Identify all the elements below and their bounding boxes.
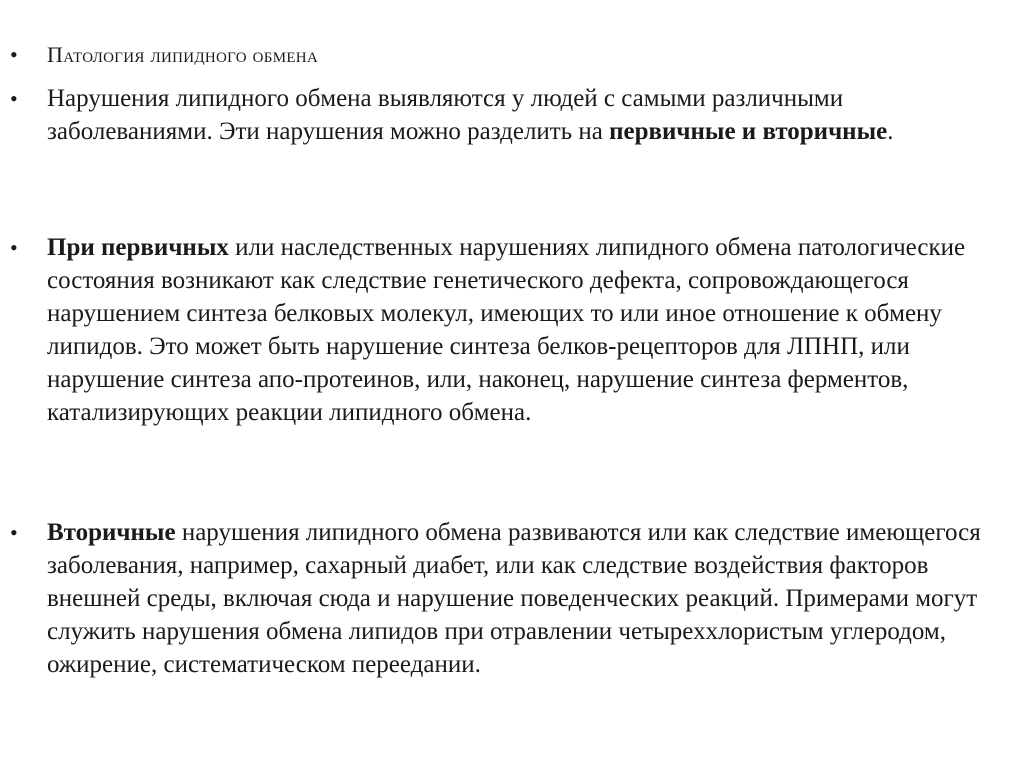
primary-paragraph — [47, 231, 982, 429]
secondary-paragraph — [47, 516, 982, 681]
primary-text: или наследственных нарушениях липидного обмена патологические состояния возникают как следствие генетического дефекта, сопровождающегося нарушением синтеза белковых молекул, имеющих то или иное отношение к обмену липидов. Это может быть нарушение синтеза белков-рецепторов для ЛПНП, или нарушение синтеза апо-протеинов, или, наконец, нарушение синтеза ферментов, катализирующих реакции липидного обмена. — [47, 234, 966, 426]
bullet-dot: • — [10, 86, 18, 111]
intro-end: . — [887, 118, 894, 145]
secondary-bold-text: Вторичные — [47, 519, 176, 546]
bullet-dot: • — [10, 520, 18, 545]
slide-title: Патология липидного обмена — [47, 42, 319, 67]
primary-bold-text: При первичных — [47, 234, 229, 261]
intro-text: Нарушения липидного обмена выявляются у людей с самыми различными заболеваниями. Эти нарушения можно разделить на — [47, 85, 844, 145]
intro-paragraph — [47, 82, 982, 148]
intro-bold-text: первичные и вторичные — [609, 118, 888, 145]
bullet-dot: • — [10, 235, 18, 260]
bullet-dot: • — [10, 42, 18, 67]
secondary-text: нарушения липидного обмена развиваются или как следствие имеющегося заболевания, например, сахарный диабет, или как следствие воздействия факторов внешней среды, включая сюда и нарушение поведенческих реакций. Примерами могут служить нарушения обмена липидов при отравлении четыреххлористым углеродом, ожирение, систематическом переедании. — [47, 519, 981, 678]
